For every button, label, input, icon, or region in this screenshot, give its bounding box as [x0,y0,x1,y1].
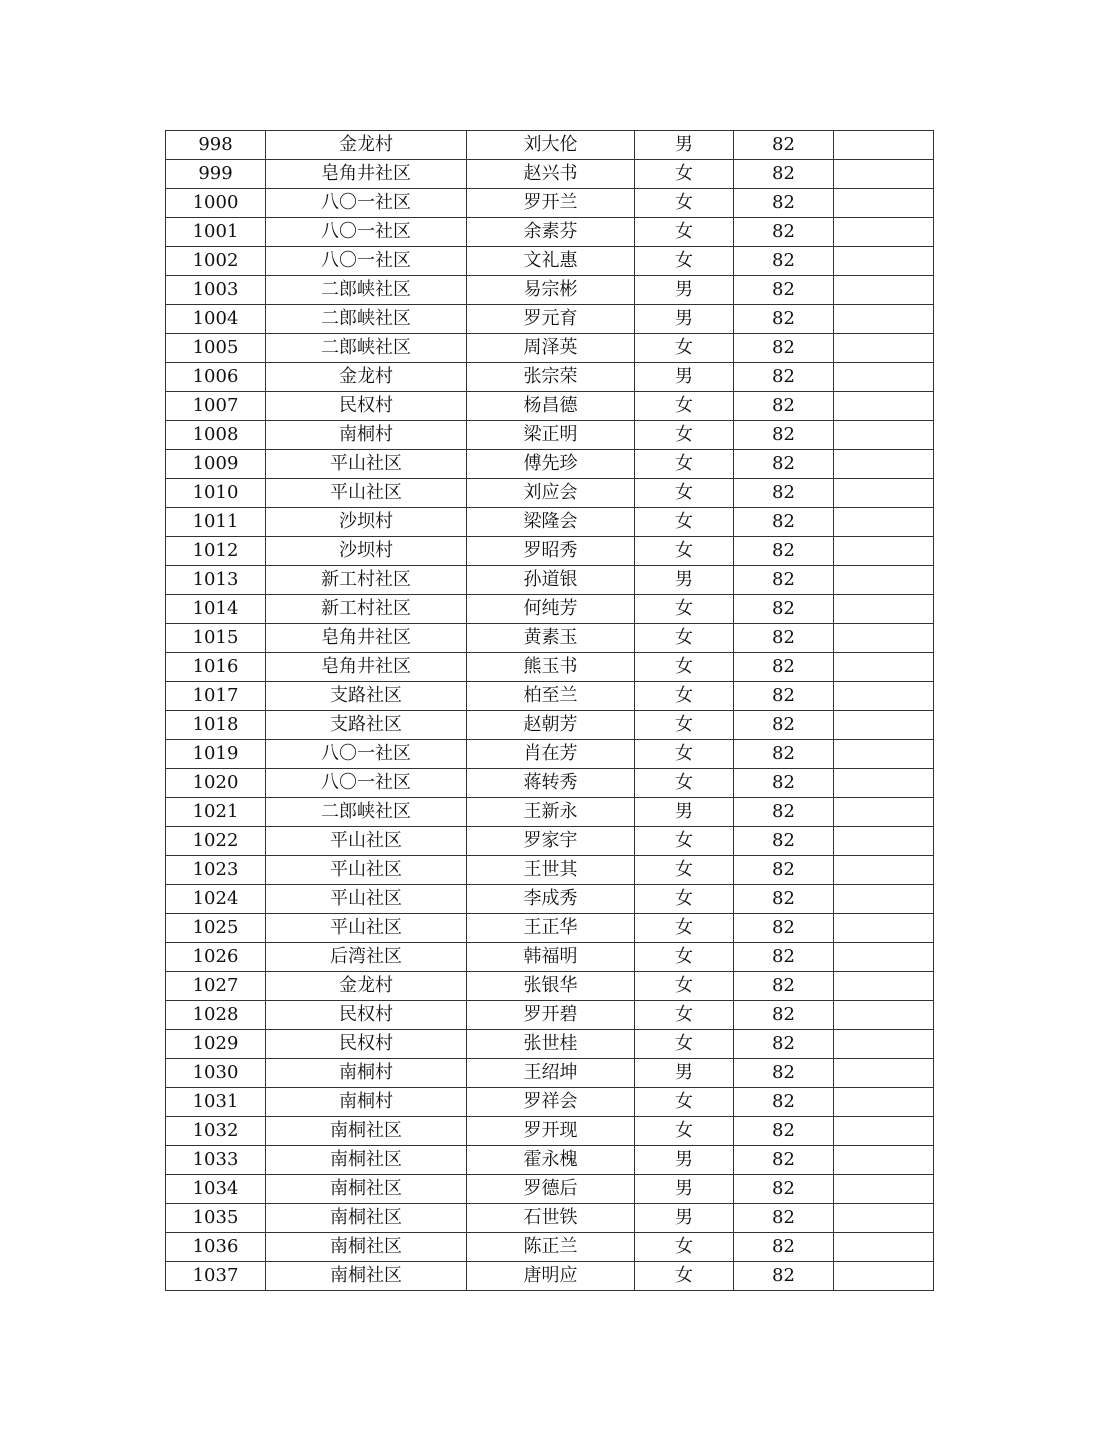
row-number-cell: 1022 [166,827,266,856]
community-cell: 金龙村 [266,131,467,160]
table-row [166,682,934,711]
community-cell: 平山社区 [266,479,467,508]
table-row [166,624,934,653]
age-cell: 82 [734,827,834,856]
age-cell: 82 [734,595,834,624]
age-cell: 82 [734,1088,834,1117]
community-cell: 皂角井社区 [266,624,467,653]
row-number-cell: 1001 [166,218,266,247]
community-cell: 后湾社区 [266,943,467,972]
community-cell: 平山社区 [266,450,467,479]
age-cell: 82 [734,1204,834,1233]
age-cell: 82 [734,189,834,218]
age-cell: 82 [734,624,834,653]
community-cell: 南桐社区 [266,1233,467,1262]
age-cell: 82 [734,566,834,595]
community-cell: 支路社区 [266,682,467,711]
row-number-cell: 1002 [166,247,266,276]
name-cell: 杨昌德 [467,392,635,421]
community-cell: 沙坝村 [266,537,467,566]
table-row [166,421,934,450]
gender-cell: 女 [635,450,734,479]
gender-cell: 女 [635,218,734,247]
note-cell [834,189,934,218]
name-cell: 赵朝芳 [467,711,635,740]
gender-cell: 女 [635,479,734,508]
row-number-cell: 999 [166,160,266,189]
note-cell [834,856,934,885]
table-row [166,885,934,914]
name-cell: 罗开兰 [467,189,635,218]
note-cell [834,914,934,943]
gender-cell: 女 [635,943,734,972]
table-row [166,247,934,276]
name-cell: 肖在芳 [467,740,635,769]
age-cell: 82 [734,450,834,479]
community-cell: 南桐村 [266,1088,467,1117]
gender-cell: 女 [635,1233,734,1262]
note-cell [834,305,934,334]
gender-cell: 女 [635,247,734,276]
name-cell: 孙道银 [467,566,635,595]
roster-table-body [166,131,934,1291]
note-cell [834,1088,934,1117]
table-row [166,160,934,189]
name-cell: 黄素玉 [467,624,635,653]
row-number-cell: 1006 [166,363,266,392]
note-cell [834,508,934,537]
gender-cell: 女 [635,421,734,450]
row-number-cell: 1011 [166,508,266,537]
row-number-cell: 1020 [166,769,266,798]
name-cell: 霍永槐 [467,1146,635,1175]
note-cell [834,1059,934,1088]
note-cell [834,682,934,711]
age-cell: 82 [734,363,834,392]
name-cell: 傅先珍 [467,450,635,479]
community-cell: 八〇一社区 [266,189,467,218]
community-cell: 八〇一社区 [266,247,467,276]
row-number-cell: 1010 [166,479,266,508]
note-cell [834,1030,934,1059]
gender-cell: 女 [635,711,734,740]
age-cell: 82 [734,1233,834,1262]
row-number-cell: 1012 [166,537,266,566]
row-number-cell: 1016 [166,653,266,682]
table-row [166,914,934,943]
community-cell: 二郎峡社区 [266,305,467,334]
row-number-cell: 1024 [166,885,266,914]
table-row [166,334,934,363]
row-number-cell: 1030 [166,1059,266,1088]
gender-cell: 男 [635,363,734,392]
name-cell: 周泽英 [467,334,635,363]
gender-cell: 女 [635,827,734,856]
note-cell [834,160,934,189]
community-cell: 支路社区 [266,711,467,740]
community-cell: 南桐村 [266,1059,467,1088]
table-row [166,131,934,160]
note-cell [834,537,934,566]
note-cell [834,827,934,856]
age-cell: 82 [734,682,834,711]
table-row [166,1262,934,1291]
table-row [166,1233,934,1262]
row-number-cell: 1008 [166,421,266,450]
note-cell [834,1204,934,1233]
community-cell: 沙坝村 [266,508,467,537]
age-cell: 82 [734,479,834,508]
age-cell: 82 [734,247,834,276]
table-row [166,363,934,392]
community-cell: 金龙村 [266,972,467,1001]
community-cell: 民权村 [266,1001,467,1030]
gender-cell: 女 [635,624,734,653]
gender-cell: 男 [635,1059,734,1088]
row-number-cell: 1018 [166,711,266,740]
age-cell: 82 [734,1059,834,1088]
community-cell: 南桐社区 [266,1262,467,1291]
note-cell [834,624,934,653]
row-number-cell: 1019 [166,740,266,769]
name-cell: 张世桂 [467,1030,635,1059]
table-row [166,653,934,682]
name-cell: 罗家宇 [467,827,635,856]
gender-cell: 女 [635,334,734,363]
table-row [166,1001,934,1030]
row-number-cell: 1003 [166,276,266,305]
gender-cell: 女 [635,972,734,1001]
community-cell: 南桐村 [266,421,467,450]
note-cell [834,653,934,682]
table-row [166,537,934,566]
table-row [166,305,934,334]
age-cell: 82 [734,1175,834,1204]
gender-cell: 男 [635,131,734,160]
row-number-cell: 1027 [166,972,266,1001]
note-cell [834,1233,934,1262]
age-cell: 82 [734,421,834,450]
gender-cell: 男 [635,1175,734,1204]
gender-cell: 女 [635,682,734,711]
age-cell: 82 [734,653,834,682]
row-number-cell: 1000 [166,189,266,218]
table-row [166,1059,934,1088]
row-number-cell: 1035 [166,1204,266,1233]
note-cell [834,798,934,827]
name-cell: 王新永 [467,798,635,827]
row-number-cell: 1023 [166,856,266,885]
community-cell: 二郎峡社区 [266,798,467,827]
age-cell: 82 [734,537,834,566]
name-cell: 张银华 [467,972,635,1001]
note-cell [834,479,934,508]
gender-cell: 女 [635,160,734,189]
name-cell: 罗德后 [467,1175,635,1204]
age-cell: 82 [734,1117,834,1146]
gender-cell: 女 [635,1030,734,1059]
community-cell: 南桐社区 [266,1117,467,1146]
row-number-cell: 1021 [166,798,266,827]
community-cell: 八〇一社区 [266,769,467,798]
age-cell: 82 [734,798,834,827]
name-cell: 赵兴书 [467,160,635,189]
row-number-cell: 1014 [166,595,266,624]
age-cell: 82 [734,914,834,943]
gender-cell: 女 [635,856,734,885]
note-cell [834,972,934,1001]
name-cell: 何纯芳 [467,595,635,624]
name-cell: 蒋转秀 [467,769,635,798]
table-row [166,595,934,624]
row-number-cell: 1009 [166,450,266,479]
table-row [166,1088,934,1117]
name-cell: 石世铁 [467,1204,635,1233]
community-cell: 皂角井社区 [266,160,467,189]
age-cell: 82 [734,392,834,421]
row-number-cell: 1013 [166,566,266,595]
name-cell: 李成秀 [467,885,635,914]
table-row [166,798,934,827]
name-cell: 陈正兰 [467,1233,635,1262]
age-cell: 82 [734,943,834,972]
community-cell: 南桐社区 [266,1175,467,1204]
community-cell: 金龙村 [266,363,467,392]
name-cell: 王世其 [467,856,635,885]
row-number-cell: 1037 [166,1262,266,1291]
age-cell: 82 [734,1146,834,1175]
note-cell [834,392,934,421]
gender-cell: 女 [635,1117,734,1146]
table-row [166,1030,934,1059]
age-cell: 82 [734,711,834,740]
table-row [166,1146,934,1175]
age-cell: 82 [734,305,834,334]
row-number-cell: 1033 [166,1146,266,1175]
gender-cell: 男 [635,1146,734,1175]
row-number-cell: 1026 [166,943,266,972]
community-cell: 平山社区 [266,827,467,856]
gender-cell: 男 [635,305,734,334]
name-cell: 刘大伦 [467,131,635,160]
gender-cell: 男 [635,1204,734,1233]
note-cell [834,566,934,595]
community-cell: 民权村 [266,392,467,421]
gender-cell: 女 [635,769,734,798]
note-cell [834,363,934,392]
age-cell: 82 [734,769,834,798]
row-number-cell: 1015 [166,624,266,653]
table-row [166,450,934,479]
table-row [166,1204,934,1233]
note-cell [834,421,934,450]
community-cell: 新工村社区 [266,595,467,624]
name-cell: 罗开碧 [467,1001,635,1030]
age-cell: 82 [734,276,834,305]
note-cell [834,218,934,247]
table-row [166,566,934,595]
age-cell: 82 [734,508,834,537]
community-cell: 八〇一社区 [266,218,467,247]
table-row [166,392,934,421]
gender-cell: 女 [635,1088,734,1117]
name-cell: 罗开现 [467,1117,635,1146]
table-row [166,276,934,305]
name-cell: 文礼惠 [467,247,635,276]
age-cell: 82 [734,972,834,1001]
note-cell [834,740,934,769]
row-number-cell: 1031 [166,1088,266,1117]
gender-cell: 女 [635,885,734,914]
name-cell: 梁正明 [467,421,635,450]
note-cell [834,769,934,798]
community-cell: 民权村 [266,1030,467,1059]
community-cell: 南桐社区 [266,1204,467,1233]
community-cell: 平山社区 [266,856,467,885]
gender-cell: 女 [635,740,734,769]
table-row [166,189,934,218]
gender-cell: 女 [635,189,734,218]
name-cell: 罗昭秀 [467,537,635,566]
note-cell [834,711,934,740]
note-cell [834,943,934,972]
gender-cell: 男 [635,566,734,595]
gender-cell: 女 [635,392,734,421]
gender-cell: 女 [635,595,734,624]
roster-table [165,130,934,1291]
table-row [166,943,934,972]
note-cell [834,885,934,914]
table-row [166,218,934,247]
table-row [166,508,934,537]
name-cell: 王正华 [467,914,635,943]
community-cell: 八〇一社区 [266,740,467,769]
community-cell: 平山社区 [266,914,467,943]
note-cell [834,334,934,363]
name-cell: 罗祥会 [467,1088,635,1117]
age-cell: 82 [734,218,834,247]
note-cell [834,1117,934,1146]
row-number-cell: 998 [166,131,266,160]
age-cell: 82 [734,1001,834,1030]
row-number-cell: 1032 [166,1117,266,1146]
gender-cell: 男 [635,798,734,827]
gender-cell: 女 [635,653,734,682]
age-cell: 82 [734,334,834,363]
name-cell: 罗元育 [467,305,635,334]
age-cell: 82 [734,856,834,885]
name-cell: 易宗彬 [467,276,635,305]
row-number-cell: 1034 [166,1175,266,1204]
name-cell: 熊玉书 [467,653,635,682]
age-cell: 82 [734,160,834,189]
gender-cell: 女 [635,508,734,537]
community-cell: 新工村社区 [266,566,467,595]
table-row [166,740,934,769]
table-row [166,856,934,885]
name-cell: 张宗荣 [467,363,635,392]
name-cell: 韩福明 [467,943,635,972]
name-cell: 唐明应 [467,1262,635,1291]
gender-cell: 女 [635,537,734,566]
community-cell: 平山社区 [266,885,467,914]
age-cell: 82 [734,131,834,160]
community-cell: 二郎峡社区 [266,276,467,305]
name-cell: 梁隆会 [467,508,635,537]
table-row [166,972,934,1001]
note-cell [834,247,934,276]
row-number-cell: 1007 [166,392,266,421]
age-cell: 82 [734,740,834,769]
name-cell: 刘应会 [467,479,635,508]
community-cell: 南桐社区 [266,1146,467,1175]
note-cell [834,276,934,305]
gender-cell: 女 [635,1001,734,1030]
note-cell [834,1001,934,1030]
table-row [166,711,934,740]
age-cell: 82 [734,1030,834,1059]
row-number-cell: 1036 [166,1233,266,1262]
row-number-cell: 1028 [166,1001,266,1030]
table-row [166,1175,934,1204]
row-number-cell: 1005 [166,334,266,363]
table-row [166,827,934,856]
row-number-cell: 1029 [166,1030,266,1059]
age-cell: 82 [734,1262,834,1291]
note-cell [834,450,934,479]
note-cell [834,595,934,624]
table-row [166,479,934,508]
table-row [166,769,934,798]
name-cell: 余素芬 [467,218,635,247]
note-cell [834,1175,934,1204]
community-cell: 二郎峡社区 [266,334,467,363]
gender-cell: 男 [635,276,734,305]
gender-cell: 女 [635,1262,734,1291]
name-cell: 王绍坤 [467,1059,635,1088]
note-cell [834,131,934,160]
name-cell: 柏至兰 [467,682,635,711]
row-number-cell: 1025 [166,914,266,943]
gender-cell: 女 [635,914,734,943]
note-cell [834,1262,934,1291]
age-cell: 82 [734,885,834,914]
row-number-cell: 1017 [166,682,266,711]
row-number-cell: 1004 [166,305,266,334]
table-row [166,1117,934,1146]
community-cell: 皂角井社区 [266,653,467,682]
note-cell [834,1146,934,1175]
